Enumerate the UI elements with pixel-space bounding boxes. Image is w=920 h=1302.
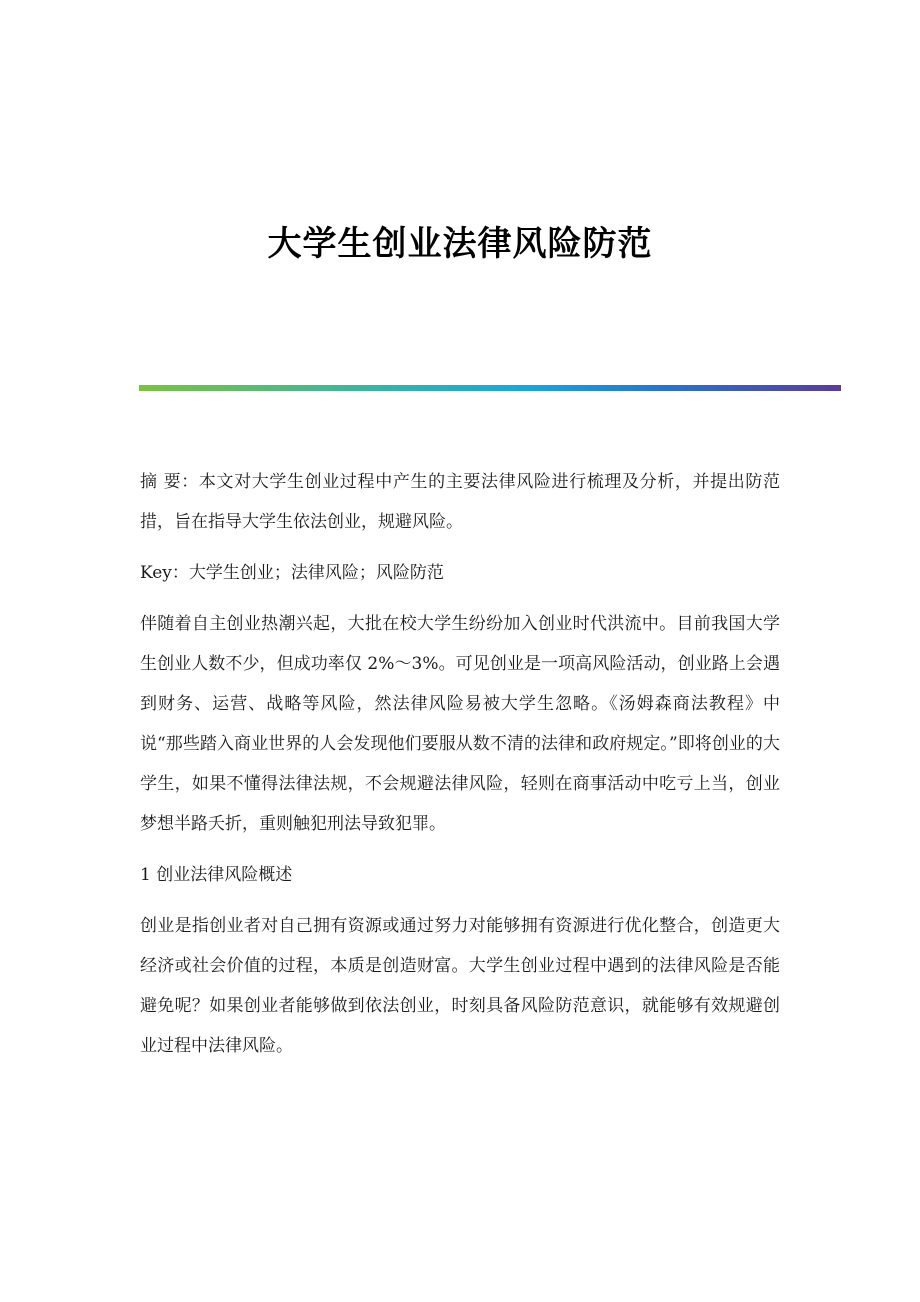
document-title: 大学生创业法律风险防范 — [267, 224, 653, 264]
gradient-divider — [139, 385, 841, 391]
abstract-paragraph: 摘 要：本文对大学生创业过程中产生的主要法律风险进行梳理及分析，并提出防范措，旨在指导大学生依法创业，规避风险。 — [140, 472, 780, 532]
keywords-line: Key：大学生创业；法律风险；风险防范 — [140, 563, 444, 583]
document-body — [140, 462, 780, 1077]
section-heading: 1 创业法律风险概述 — [140, 865, 293, 885]
intro-paragraph: 伴随着自主创业热潮兴起，大批在校大学生纷纷加入创业时代洪流中。目前我国大学生创业人数不少，但成功率仅 2%～3%。可见创业是一项高风险活动，创业路上会遇到财务、运营、战略等风险，然法律风险易被大学生忽略。《汤姆森商法教程》中说“那些踏入商业世界的人会发现他们要服从数不清的法律和政府规定。”即将创业的大学生，如果不懂得法律法规，不会规避法律风险，轻则在商事活动中吃亏上当，创业梦想半路夭折，重则触犯刑法导致犯罪。 — [140, 614, 780, 834]
section-paragraph: 创业是指创业者对自己拥有资源或通过努力对能够拥有资源进行优化整合，创造更大经济或社会价值的过程，本质是创造财富。大学生创业过程中遇到的法律风险是否能避免呢？如果创业者能够做到依法创业，时刻具备风险防范意识，就能够有效规避创业过程中法律风险。 — [140, 916, 780, 1056]
